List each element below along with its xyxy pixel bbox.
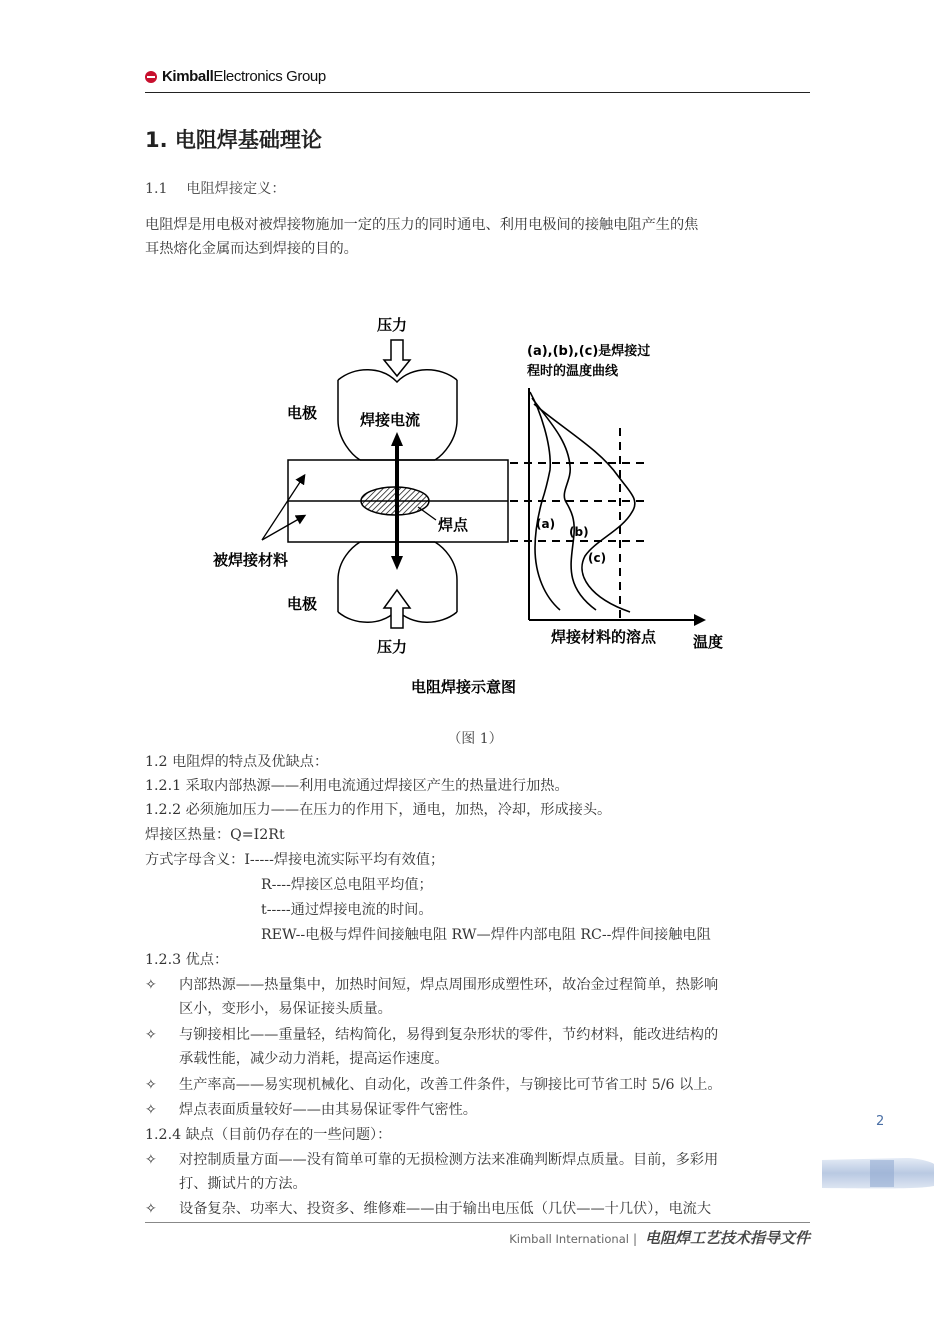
bullet-icon: ✧ bbox=[145, 977, 157, 993]
subsection-1-1: 1.1 电阻焊接定义： bbox=[145, 181, 286, 197]
weld-point-label: 焊点 bbox=[438, 516, 469, 534]
current-label: 焊接电流 bbox=[360, 411, 421, 429]
item-1-2-1: 1.2.1 采取内部热源——利用电流通过焊接区产生的热量进行加热。 bbox=[145, 778, 569, 794]
temperature-axis-arrow-icon bbox=[694, 614, 706, 626]
temperature-label: 温度 bbox=[693, 633, 724, 651]
item-1-2-2: 1.2.2 必须施加压力——在压力的作用下，通电，加热，冷却，形成接头。 bbox=[145, 802, 612, 818]
bullet-icon: ✧ bbox=[145, 1027, 157, 1043]
page-footer bbox=[145, 1222, 810, 1251]
curve-c-label: (c) bbox=[588, 551, 607, 565]
advantage-item: ✧ 生产率高——易实现机械化、自动化，改善工件条件，与铆接比可节省工时 5/6 以上。 bbox=[145, 1073, 810, 1097]
resistance-welding-diagram bbox=[208, 300, 738, 705]
material-label: 被焊接材料 bbox=[213, 551, 289, 569]
pressure-up-arrow-icon bbox=[384, 590, 410, 628]
pressure-top-label: 压力 bbox=[377, 316, 408, 334]
curve-a-label: (a) bbox=[536, 517, 556, 531]
kimball-logo bbox=[145, 68, 326, 85]
pressure-bottom-label: 压力 bbox=[377, 638, 408, 656]
bottom-electrode bbox=[338, 542, 360, 612]
footer-company: Kimball International bbox=[509, 1232, 629, 1246]
page-header bbox=[145, 66, 810, 93]
current-down-arrow-icon bbox=[391, 556, 403, 570]
footer-doc-title: 电阻焊工艺技术指导文件 bbox=[644, 1229, 810, 1247]
intro-line-1: 电阻焊是用电极对被焊接物施加一定的压力的同时通电、利用电极间的接触电阻产生的焦 bbox=[145, 217, 699, 233]
bullet-icon: ✧ bbox=[145, 1102, 157, 1118]
formula-rew: REW--电极与焊件间接触电阻 RW—焊件内部电阻 RC--焊件间接触电阻 bbox=[261, 927, 711, 943]
electrode-top-label: 电极 bbox=[287, 404, 318, 422]
bullet-icon: ✧ bbox=[145, 1152, 157, 1168]
intro-line-2: 耳热熔化金属而达到焊接的目的。 bbox=[145, 241, 358, 257]
disadvantage-item: ✧ 对控制质量方面——没有简单可靠的无损检测方法来准确判断焊点质量。目前，多彩用 打、撕试片的方法。 bbox=[145, 1148, 810, 1196]
melting-point-label: 焊接材料的溶点 bbox=[551, 628, 657, 646]
current-up-arrow-icon bbox=[391, 432, 403, 446]
page-number: 2 bbox=[876, 1114, 885, 1129]
subsection-1-2-3: 1.2.3 优点： bbox=[145, 952, 229, 968]
pressure-down-arrow-icon bbox=[384, 340, 410, 376]
bullet-icon: ✧ bbox=[145, 1201, 157, 1217]
logo-rest-text: Electronics Group bbox=[213, 68, 326, 85]
page-tab-decoration bbox=[822, 1156, 934, 1190]
figure-title: 电阻焊接示意图 bbox=[411, 678, 517, 696]
advantage-item: ✧ 与铆接相比——重量轻，结构简化，易得到复杂形状的零件，节约材料，能改进结构的 承载性能，减少动力消耗，提高运作速度。 bbox=[145, 1023, 810, 1071]
advantage-item: ✧ 内部热源——热量集中，加热时间短，焊点周围形成塑性环，故冶金过程简单，热影响 区小，变形小，易保证接头质量。 bbox=[145, 973, 810, 1021]
electrode-bottom-label: 电极 bbox=[287, 595, 318, 613]
formula-r: R----焊接区总电阻平均值； bbox=[261, 877, 433, 893]
advantage-item: ✧ 焊点表面质量较好——由其易保证零件气密性。 bbox=[145, 1098, 810, 1122]
kimball-logo-icon bbox=[145, 71, 157, 83]
heat-formula: 焊接区热量：Q=I2Rt bbox=[145, 827, 285, 843]
figure-caption: （图 1） bbox=[447, 731, 503, 747]
formula-intro: 方式字母含义：I-----焊接电流实际平均有效值； bbox=[145, 852, 445, 868]
formula-t: t-----通过焊接电流的时间。 bbox=[261, 902, 433, 918]
disadvantage-item: ✧ 设备复杂、功率大、投资多、维修难——由于输出电压低（几伏——十几伏），电流大 bbox=[145, 1197, 810, 1221]
bullet-icon: ✧ bbox=[145, 1077, 157, 1093]
section-title: 1. 电阻焊基础理论 bbox=[145, 128, 322, 152]
subsection-1-2-4: 1.2.4 缺点（目前仍存在的一些问题）： bbox=[145, 1127, 392, 1143]
top-electrode bbox=[338, 380, 360, 460]
logo-bold-text: Kimball bbox=[162, 68, 214, 85]
curve-b-label: (b) bbox=[569, 525, 589, 539]
curve-note-line-1: (a),(b),(c)是焊接过 bbox=[527, 344, 651, 359]
curve-note-line-2: 程时的温度曲线 bbox=[527, 364, 619, 379]
footer-separator: | bbox=[632, 1232, 637, 1246]
subsection-1-2: 1.2 电阻焊的特点及优缺点： bbox=[145, 754, 329, 770]
